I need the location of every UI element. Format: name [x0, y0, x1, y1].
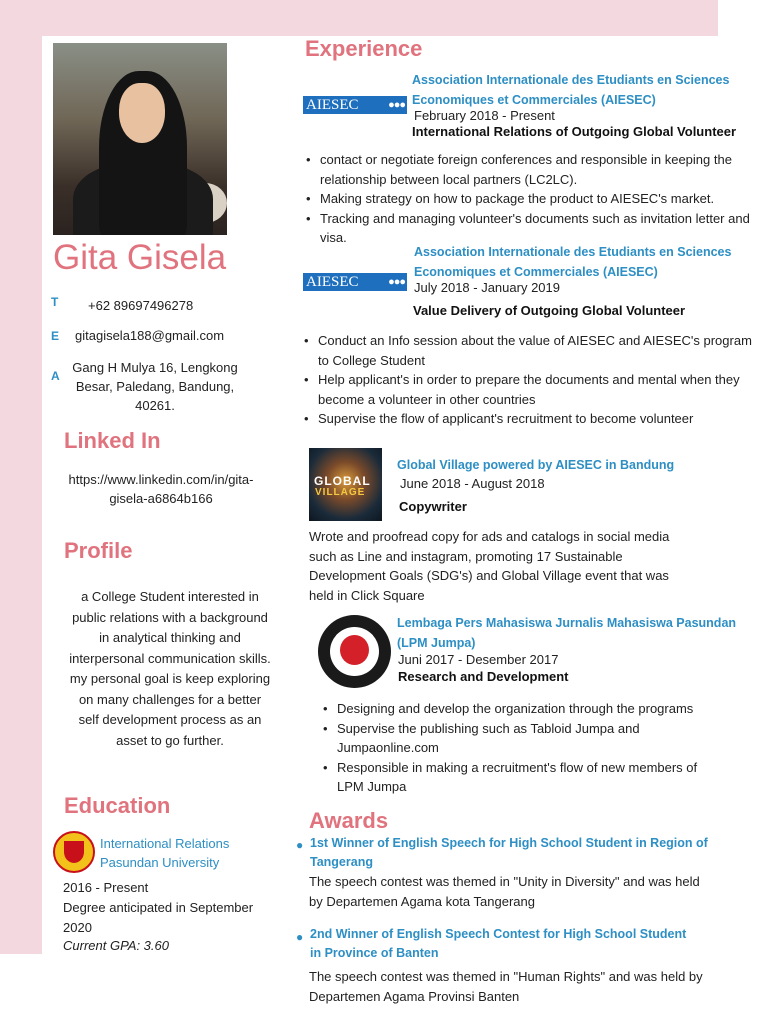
aiesec-logo: AIESEC ●●●	[303, 273, 407, 291]
list-item: • Conduct an Info session about the value of AIESEC and AIESEC's program to College Student	[304, 331, 754, 370]
phone-label: T	[51, 295, 59, 309]
education-gpa: Current GPA: 3.60	[63, 938, 169, 953]
education-period: 2016 - Present	[63, 880, 149, 895]
job2-duties	[304, 331, 754, 429]
experience-heading: Experience	[305, 36, 423, 61]
linkedin-url[interactable]: https://www.linkedin.com/in/gita- gisela-a6864b166	[68, 472, 254, 506]
job3-organization: Global Village powered by AIESEC in Bandung	[397, 458, 675, 472]
profile-heading: Profile	[64, 538, 133, 563]
job2-organization: Association Internationale des Etudiants en Sciences Economiques et Commerciales (AIESEC)	[414, 245, 732, 279]
person-name: Gita Gisela	[53, 238, 227, 277]
list-item: • Making strategy on how to package the product to AIESEC's market.	[306, 189, 756, 209]
job1-duties	[306, 150, 756, 248]
side-band	[0, 36, 42, 954]
job2-date: July 2018 - January 2019	[414, 280, 560, 295]
lpm-jumpa-logo	[318, 615, 391, 688]
job3-date: June 2018 - August 2018	[400, 476, 545, 491]
award-2-description: The speech contest was themed in "Human Rights" and was held by Departemen Agama Provinsi Banten	[309, 969, 703, 1004]
global-village-logo: GLOBAL VILLAGE	[309, 448, 382, 521]
profile-summary: a College Student interested in public relations with a background in analytical thinking and interpersonal communication skills. my personal goal is keep exploring on many challenges for a better self development process as an asset to go further.	[69, 589, 271, 748]
education-degree: Degree anticipated in September 2020	[63, 900, 254, 935]
list-item: • Supervise the publishing such as Tabloid Jumpa and Jumpaonline.com	[323, 719, 723, 758]
award-bullet: ●	[296, 838, 304, 852]
job1-date: February 2018 - Present	[414, 108, 555, 123]
list-item: • Supervise the flow of applicant's recruitment to become volunteer	[304, 409, 754, 429]
aiesec-logo: AIESEC ●●●	[303, 96, 407, 114]
email-label: E	[51, 329, 60, 343]
email-address: gitagisela188@gmail.com	[75, 328, 225, 343]
job4-date: Juni 2017 - Desember 2017	[398, 652, 559, 667]
list-item: • Help applicant's in order to prepare the documents and mental when they become a volunteer in other countries	[304, 370, 754, 409]
award-2-title: 2nd Winner of English Speech Contest for High School Student in Province of Banten	[310, 927, 687, 960]
address: Gang H Mulya 16, Lengkong Besar, Paledang, Bandung, 40261.	[72, 360, 238, 413]
job4-duties	[323, 699, 723, 797]
education-heading: Education	[64, 793, 171, 818]
university-name: International Relations Pasundan University	[100, 836, 230, 870]
profile-photo	[53, 43, 227, 235]
address-label: A	[51, 369, 60, 383]
award-1-title: 1st Winner of English Speech for High School Student in Region of Tangerang	[310, 836, 708, 869]
job1-role: International Relations of Outgoing Global Volunteer	[412, 124, 737, 139]
university-logo	[53, 831, 95, 873]
job3-role: Copywriter	[399, 499, 467, 514]
linkedin-heading: Linked In	[64, 428, 161, 453]
list-item: • Designing and develop the organization through the programs	[323, 699, 723, 719]
list-item: • Tracking and managing volunteer's documents such as invitation letter and visa.	[306, 209, 756, 248]
header-band	[0, 0, 718, 36]
job4-role: Research and Development	[398, 669, 569, 684]
award-bullet: ●	[296, 930, 304, 944]
job1-organization: Association Internationale des Etudiants en Sciences Economiques et Commerciales (AIESEC)	[412, 73, 730, 107]
awards-heading: Awards	[309, 808, 389, 833]
job3-description: Wrote and proofread copy for ads and catalogs in social media such as Line and instagram, promoting 17 Sustainable Development Goals (SDG's) and Global Village event that was held in Click Square	[309, 529, 670, 603]
award-1-description: The speech contest was themed in "Unity in Diversity" and was held by Departemen Agama kota Tangerang	[309, 874, 700, 909]
phone-number: +62 89697496278	[88, 298, 194, 313]
job4-organization: Lembaga Pers Mahasiswa Jurnalis Mahasiswa Pasundan (LPM Jumpa)	[397, 616, 737, 650]
list-item: • contact or negotiate foreign conferences and responsible in keeping the relationship between local partners (LC2LC).	[306, 150, 756, 189]
job2-role: Value Delivery of Outgoing Global Volunteer	[413, 303, 686, 318]
list-item: • Responsible in making a recruitment's flow of new members of LPM Jumpa	[323, 758, 723, 797]
